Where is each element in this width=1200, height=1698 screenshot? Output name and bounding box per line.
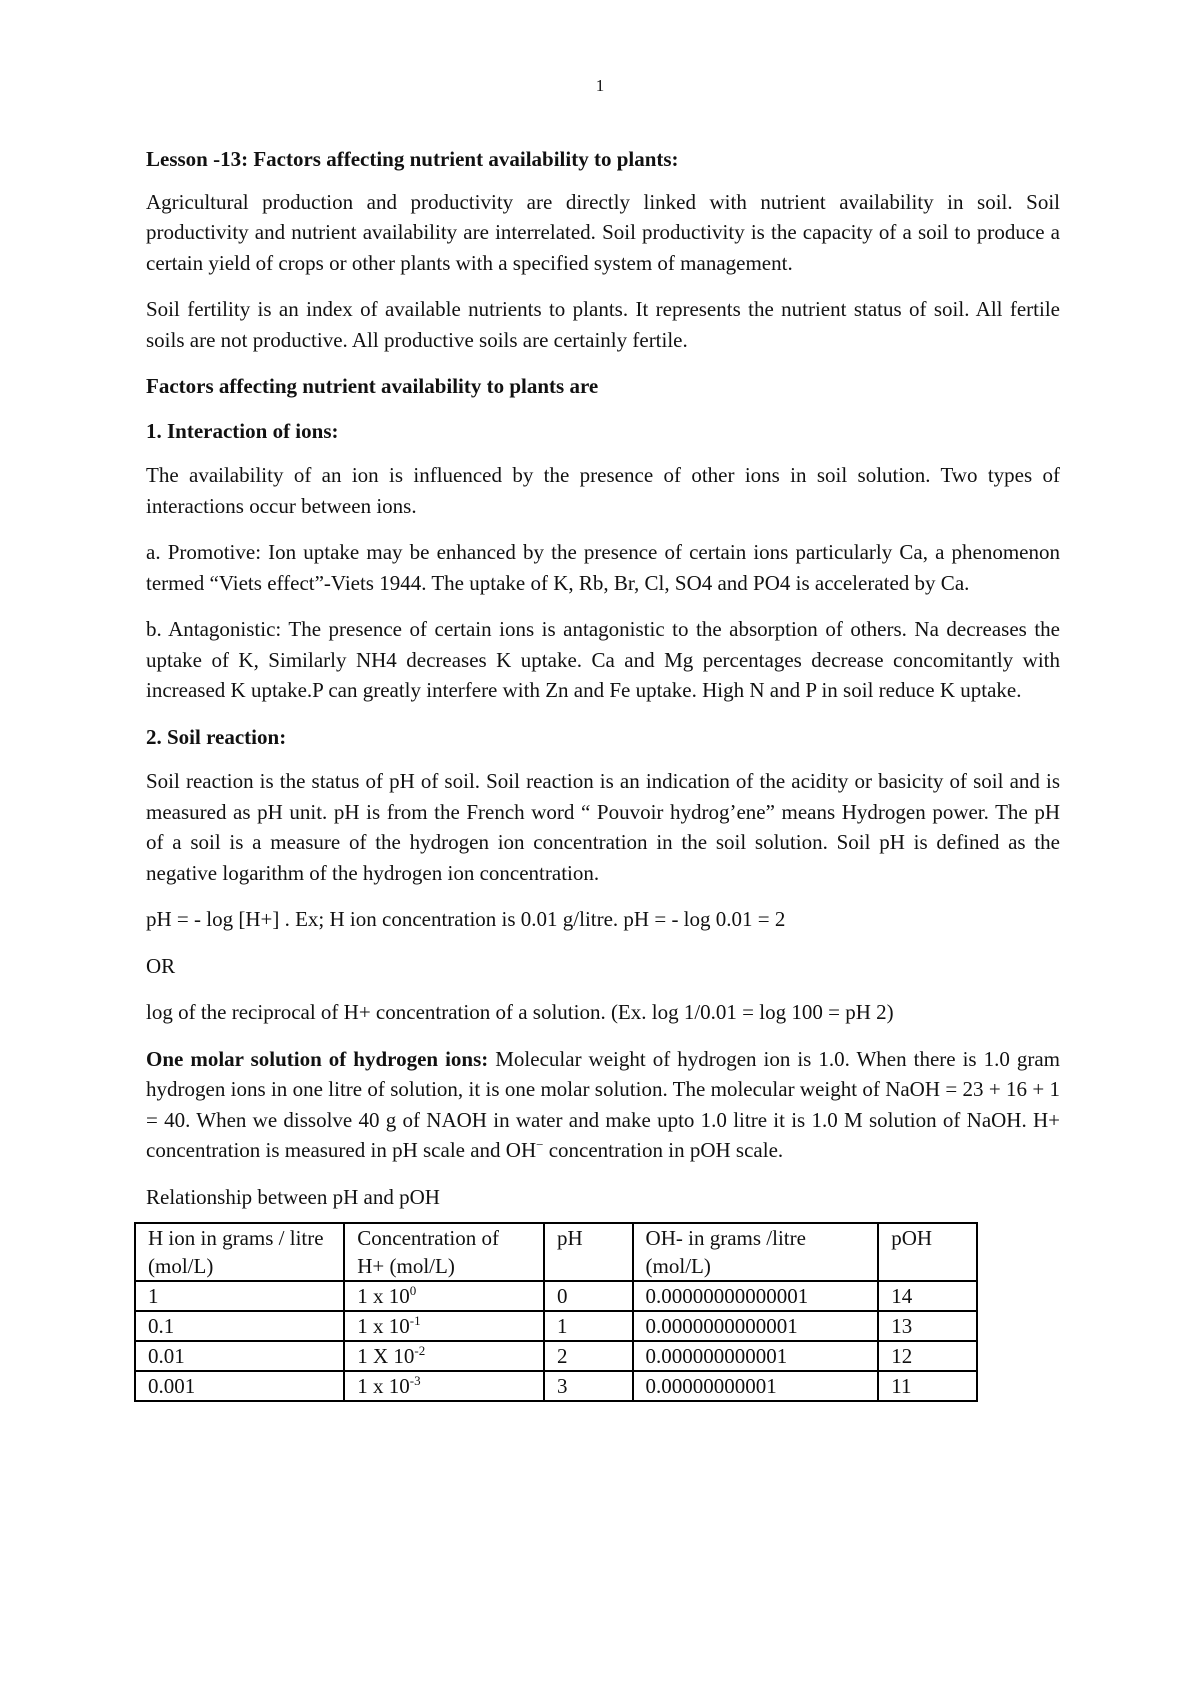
cell-ph: 0: [544, 1281, 633, 1311]
intro-paragraph-2: Soil fertility is an index of available nutrients to plants. It represents the nutrient status of soil. All fertile soils are not productive. All productive soils are certainly fertile.: [146, 297, 1060, 352]
promotive-paragraph: a. Promotive: Ion uptake may be enhanced by the presence of certain ions particularly Ca, a phenomenon termed “Viets effect”-Viets 1944. The uptake of K, Rb, Br, Cl, SO4 and PO4 is accelerated by Ca.: [146, 540, 1060, 595]
table-row: [135, 1311, 977, 1341]
conc-exponent: -2: [414, 1343, 426, 1358]
conc-base: 1 X 10: [357, 1344, 415, 1368]
table-row: [135, 1371, 977, 1401]
molar-solution-heading: One molar solution of hydrogen ions:: [146, 1046, 489, 1071]
section-1-text: The availability of an ion is influenced by the presence of other ions in soil solution. Two types of interactions occur between ions.: [146, 463, 1060, 518]
conc-base: 1 x 10: [357, 1314, 410, 1338]
reciprocal-definition: log of the reciprocal of H+ concentration of a solution. (Ex. log 1/0.01 = log 100 = pH 2): [146, 1000, 894, 1024]
intro-paragraph-1: Agricultural production and productivity are directly linked with nutrient availability in soil. Soil productivity and nutrient availability are interrelated. Soil productivity is the capacity of a soil to produce a certain yield of crops or other plants with a specified system of management.: [146, 189, 1060, 275]
conc-base: 1 x 10: [357, 1374, 410, 1398]
cell-h-ion: 0.1: [135, 1311, 344, 1341]
cell-ph: 1: [544, 1311, 633, 1341]
cell-poh: 14: [878, 1281, 977, 1311]
lesson-title: Lesson -13: Factors affecting nutrient availability to plants:: [146, 147, 679, 171]
cell-poh: 12: [878, 1341, 977, 1371]
table-header-row: [135, 1223, 977, 1281]
molar-solution-text-b: concentration in pOH scale.: [543, 1138, 784, 1162]
cell-ph: 3: [544, 1371, 633, 1401]
header-poh: pOH: [878, 1223, 977, 1281]
ph-formula: pH = - log [H+] . Ex; H ion concentration is 0.01 g/litre. pH = - log 0.01 = 2: [146, 907, 786, 931]
cell-h-ion: 0.001: [135, 1371, 344, 1401]
cell-concentration: [344, 1281, 544, 1311]
header-concentration: Concentration of H+ (mol/L): [344, 1223, 544, 1281]
factors-heading: Factors affecting nutrient availability to plants are: [146, 374, 599, 398]
cell-poh: 13: [878, 1311, 977, 1341]
table-row: [135, 1341, 977, 1371]
cell-oh: 0.00000000001: [633, 1371, 879, 1401]
header-h-ion: H ion in grams / litre (mol/L): [135, 1223, 344, 1281]
header-oh: OH- in grams /litre (mol/L): [633, 1223, 879, 1281]
molar-solution-paragraph: [146, 1044, 1060, 1166]
table-row: [135, 1281, 977, 1311]
cell-oh: 0.0000000000001: [633, 1311, 879, 1341]
section-1-heading: 1. Interaction of ions:: [146, 418, 339, 443]
section-2-heading: 2. Soil reaction:: [146, 724, 287, 749]
cell-oh: 0.00000000000001: [633, 1281, 879, 1311]
antagonistic-paragraph: b. Antagonistic: The presence of certain ions is antagonistic to the absorption of others. Na decreases the uptake of K, Similarly NH4 decreases K uptake. Ca and Mg percentages decrease concomitantly with increased K uptake.P can greatly interfere with Zn and Fe uptake. High N and P in soil reduce K uptake.: [146, 617, 1060, 702]
conc-base: 1 x 10: [357, 1284, 410, 1308]
cell-oh: 0.000000000001: [633, 1341, 879, 1371]
conc-exponent: -1: [409, 1313, 421, 1328]
cell-ph: 2: [544, 1341, 633, 1371]
cell-concentration: [344, 1341, 544, 1371]
page-content: [146, 144, 1060, 1402]
cell-concentration: [344, 1311, 544, 1341]
molar-solution-text-a: Molecular weight of hydrogen ion is 1.0. When there is 1.0 gram hydrogen ions in one litre of solution, it is one molar solution. The molecular weight of NaOH = 23 + 16 + 1 = 40. When we dissolve 40 g of NAOH in water and make upto 1.0 litre it is 1.0 M solution of NaOH. H+ concentration is measured in pH scale and OH: [146, 1046, 1060, 1162]
table-caption: Relationship between pH and pOH: [146, 1184, 440, 1209]
conc-exponent: 0: [409, 1283, 417, 1298]
or-label: OR: [146, 953, 176, 978]
cell-concentration: [344, 1371, 544, 1401]
oh-minus-superscript: −: [536, 1137, 544, 1152]
ph-poh-table: [134, 1222, 978, 1402]
header-ph: pH: [544, 1223, 633, 1281]
cell-h-ion: 0.01: [135, 1341, 344, 1371]
cell-poh: 11: [878, 1371, 977, 1401]
conc-exponent: -3: [409, 1373, 421, 1388]
section-2-text: Soil reaction is the status of pH of soil. Soil reaction is an indication of the acidity or basicity of soil and is measured as pH unit. pH is from the French word “ Pouvoir hydrog’ene” means Hydrogen power. The pH of a soil is a measure of the hydrogen ion concentration in the soil solution. Soil pH is defined as the negative logarithm of the hydrogen ion concentration.: [146, 769, 1060, 885]
cell-h-ion: 1: [135, 1281, 344, 1311]
page-number: 1: [595, 76, 605, 95]
